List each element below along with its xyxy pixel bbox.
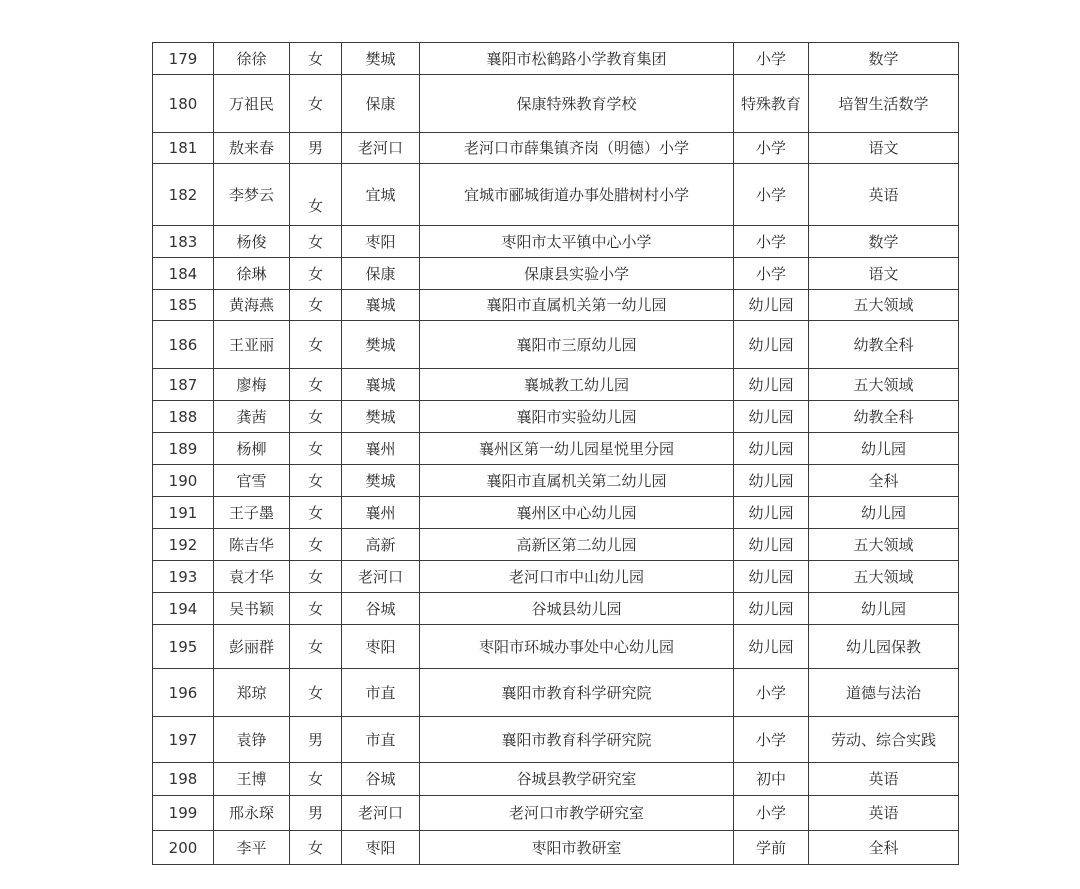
teacher-name-cell: 杨柳	[214, 433, 290, 465]
row-number-cell: 192	[153, 529, 214, 561]
row-number-cell: 191	[153, 497, 214, 529]
row-number-cell: 190	[153, 465, 214, 497]
gender-cell: 女	[290, 369, 342, 401]
school-level-cell: 小学	[734, 669, 809, 717]
subject-cell: 英语	[809, 164, 959, 226]
school-name-cell: 老河口市薛集镇齐岗（明德）小学	[420, 133, 734, 164]
table-row	[153, 226, 959, 258]
row-number-cell: 187	[153, 369, 214, 401]
school-level-cell: 特殊教育	[734, 75, 809, 133]
region-cell: 市直	[342, 669, 420, 717]
school-name-cell: 襄阳市教育科学研究院	[420, 669, 734, 717]
row-number-cell: 197	[153, 717, 214, 763]
subject-cell: 数学	[809, 43, 959, 75]
table-row	[153, 669, 959, 717]
school-level-cell: 幼儿园	[734, 465, 809, 497]
row-number-cell: 193	[153, 561, 214, 593]
region-cell: 保康	[342, 75, 420, 133]
row-number-cell: 199	[153, 796, 214, 831]
region-cell: 樊城	[342, 321, 420, 369]
gender-cell: 女	[290, 561, 342, 593]
subject-cell: 幼教全科	[809, 321, 959, 369]
row-number-cell: 183	[153, 226, 214, 258]
teacher-name-cell: 吴书颖	[214, 593, 290, 625]
teacher-name-cell: 敖来春	[214, 133, 290, 164]
gender-cell: 女	[290, 593, 342, 625]
gender-cell: 女	[290, 290, 342, 321]
subject-cell: 道德与法治	[809, 669, 959, 717]
subject-cell: 幼儿园	[809, 593, 959, 625]
table-row	[153, 796, 959, 831]
gender-cell: 女	[290, 43, 342, 75]
table-row	[153, 290, 959, 321]
school-level-cell: 幼儿园	[734, 290, 809, 321]
school-name-cell: 枣阳市环城办事处中心幼儿园	[420, 625, 734, 669]
region-cell: 谷城	[342, 763, 420, 796]
school-name-cell: 保康县实验小学	[420, 258, 734, 290]
school-name-cell: 谷城县幼儿园	[420, 593, 734, 625]
school-level-cell: 初中	[734, 763, 809, 796]
teacher-name-cell: 邢永琛	[214, 796, 290, 831]
row-number-cell: 184	[153, 258, 214, 290]
table-row	[153, 433, 959, 465]
row-number-cell: 186	[153, 321, 214, 369]
school-level-cell: 小学	[734, 796, 809, 831]
row-number-cell: 180	[153, 75, 214, 133]
region-cell: 襄州	[342, 433, 420, 465]
region-cell: 樊城	[342, 43, 420, 75]
subject-cell: 培智生活数学	[809, 75, 959, 133]
teacher-name-cell: 陈吉华	[214, 529, 290, 561]
row-number-cell: 198	[153, 763, 214, 796]
region-cell: 宜城	[342, 164, 420, 226]
subject-cell: 语文	[809, 258, 959, 290]
table-row	[153, 717, 959, 763]
gender-cell: 女	[290, 669, 342, 717]
table-row	[153, 75, 959, 133]
school-level-cell: 小学	[734, 258, 809, 290]
teacher-name-cell: 官雪	[214, 465, 290, 497]
table-row	[153, 625, 959, 669]
school-level-cell: 幼儿园	[734, 369, 809, 401]
school-name-cell: 老河口市教学研究室	[420, 796, 734, 831]
table-row	[153, 43, 959, 75]
teacher-name-cell: 杨俊	[214, 226, 290, 258]
school-name-cell: 襄城教工幼儿园	[420, 369, 734, 401]
school-level-cell: 小学	[734, 226, 809, 258]
row-number-cell: 181	[153, 133, 214, 164]
gender-cell: 女	[290, 433, 342, 465]
region-cell: 市直	[342, 717, 420, 763]
school-level-cell: 小学	[734, 717, 809, 763]
region-cell: 襄城	[342, 369, 420, 401]
region-cell: 谷城	[342, 593, 420, 625]
subject-cell: 幼儿园保教	[809, 625, 959, 669]
row-number-cell: 196	[153, 669, 214, 717]
gender-cell: 女	[290, 226, 342, 258]
teacher-name-cell: 万祖民	[214, 75, 290, 133]
roster-body	[153, 43, 959, 865]
subject-cell: 五大领域	[809, 561, 959, 593]
teacher-name-cell: 龚茜	[214, 401, 290, 433]
school-name-cell: 襄阳市直属机关第二幼儿园	[420, 465, 734, 497]
row-number-cell: 185	[153, 290, 214, 321]
teacher-name-cell: 徐徐	[214, 43, 290, 75]
school-name-cell: 襄阳市三原幼儿园	[420, 321, 734, 369]
subject-cell: 幼儿园	[809, 497, 959, 529]
roster-table	[152, 42, 959, 865]
subject-cell: 语文	[809, 133, 959, 164]
subject-cell: 五大领域	[809, 369, 959, 401]
region-cell: 樊城	[342, 465, 420, 497]
subject-cell: 全科	[809, 465, 959, 497]
gender-cell: 女	[290, 529, 342, 561]
row-number-cell: 195	[153, 625, 214, 669]
school-level-cell: 小学	[734, 164, 809, 226]
teacher-name-cell: 李梦云	[214, 164, 290, 226]
table-row	[153, 369, 959, 401]
school-level-cell: 幼儿园	[734, 433, 809, 465]
table-row	[153, 561, 959, 593]
subject-cell: 劳动、综合实践	[809, 717, 959, 763]
school-name-cell: 高新区第二幼儿园	[420, 529, 734, 561]
school-name-cell: 襄州区第一幼儿园星悦里分园	[420, 433, 734, 465]
teacher-name-cell: 袁铮	[214, 717, 290, 763]
subject-cell: 幼儿园	[809, 433, 959, 465]
gender-cell: 男	[290, 717, 342, 763]
subject-cell: 五大领域	[809, 290, 959, 321]
school-name-cell: 枣阳市教研室	[420, 831, 734, 865]
region-cell: 襄城	[342, 290, 420, 321]
region-cell: 高新	[342, 529, 420, 561]
school-name-cell: 老河口市中山幼儿园	[420, 561, 734, 593]
region-cell: 保康	[342, 258, 420, 290]
school-level-cell: 幼儿园	[734, 529, 809, 561]
gender-cell: 女	[290, 401, 342, 433]
school-name-cell: 襄州区中心幼儿园	[420, 497, 734, 529]
table-row	[153, 258, 959, 290]
teacher-name-cell: 彭丽群	[214, 625, 290, 669]
school-name-cell: 襄阳市教育科学研究院	[420, 717, 734, 763]
gender-cell: 女	[290, 75, 342, 133]
school-level-cell: 小学	[734, 43, 809, 75]
row-number-cell: 194	[153, 593, 214, 625]
region-cell: 枣阳	[342, 625, 420, 669]
school-level-cell: 幼儿园	[734, 401, 809, 433]
teacher-name-cell: 袁才华	[214, 561, 290, 593]
region-cell: 襄州	[342, 497, 420, 529]
subject-cell: 全科	[809, 831, 959, 865]
region-cell: 樊城	[342, 401, 420, 433]
subject-cell: 数学	[809, 226, 959, 258]
region-cell: 老河口	[342, 796, 420, 831]
gender-cell: 女	[290, 497, 342, 529]
school-level-cell: 学前	[734, 831, 809, 865]
table-row	[153, 529, 959, 561]
table-row	[153, 321, 959, 369]
school-level-cell: 小学	[734, 133, 809, 164]
gender-cell: 女	[290, 164, 342, 226]
teacher-name-cell: 郑琼	[214, 669, 290, 717]
teacher-name-cell: 徐琳	[214, 258, 290, 290]
region-cell: 老河口	[342, 561, 420, 593]
subject-cell: 幼教全科	[809, 401, 959, 433]
school-name-cell: 襄阳市松鹤路小学教育集团	[420, 43, 734, 75]
school-level-cell: 幼儿园	[734, 321, 809, 369]
school-level-cell: 幼儿园	[734, 625, 809, 669]
school-level-cell: 幼儿园	[734, 561, 809, 593]
teacher-name-cell: 李平	[214, 831, 290, 865]
school-name-cell: 襄阳市实验幼儿园	[420, 401, 734, 433]
row-number-cell: 200	[153, 831, 214, 865]
school-name-cell: 保康特殊教育学校	[420, 75, 734, 133]
gender-cell: 男	[290, 796, 342, 831]
gender-cell: 男	[290, 133, 342, 164]
table-row	[153, 164, 959, 226]
table-row	[153, 593, 959, 625]
school-name-cell: 宜城市郦城街道办事处腊树村小学	[420, 164, 734, 226]
teacher-name-cell: 王子墨	[214, 497, 290, 529]
school-level-cell: 幼儿园	[734, 497, 809, 529]
subject-cell: 英语	[809, 763, 959, 796]
row-number-cell: 179	[153, 43, 214, 75]
gender-cell: 女	[290, 321, 342, 369]
table-row	[153, 465, 959, 497]
gender-cell: 女	[290, 258, 342, 290]
school-level-cell: 幼儿园	[734, 593, 809, 625]
region-cell: 枣阳	[342, 226, 420, 258]
school-name-cell: 谷城县教学研究室	[420, 763, 734, 796]
teacher-name-cell: 廖梅	[214, 369, 290, 401]
region-cell: 枣阳	[342, 831, 420, 865]
table-row	[153, 763, 959, 796]
teacher-name-cell: 王亚丽	[214, 321, 290, 369]
row-number-cell: 188	[153, 401, 214, 433]
subject-cell: 五大领域	[809, 529, 959, 561]
gender-cell: 女	[290, 763, 342, 796]
school-name-cell: 襄阳市直属机关第一幼儿园	[420, 290, 734, 321]
gender-cell: 女	[290, 465, 342, 497]
gender-cell: 女	[290, 831, 342, 865]
subject-cell: 英语	[809, 796, 959, 831]
gender-cell: 女	[290, 625, 342, 669]
row-number-cell: 189	[153, 433, 214, 465]
teacher-name-cell: 王博	[214, 763, 290, 796]
teacher-name-cell: 黄海燕	[214, 290, 290, 321]
table-row	[153, 497, 959, 529]
school-name-cell: 枣阳市太平镇中心小学	[420, 226, 734, 258]
table-row	[153, 401, 959, 433]
table-row	[153, 831, 959, 865]
table-row	[153, 133, 959, 164]
region-cell: 老河口	[342, 133, 420, 164]
row-number-cell: 182	[153, 164, 214, 226]
